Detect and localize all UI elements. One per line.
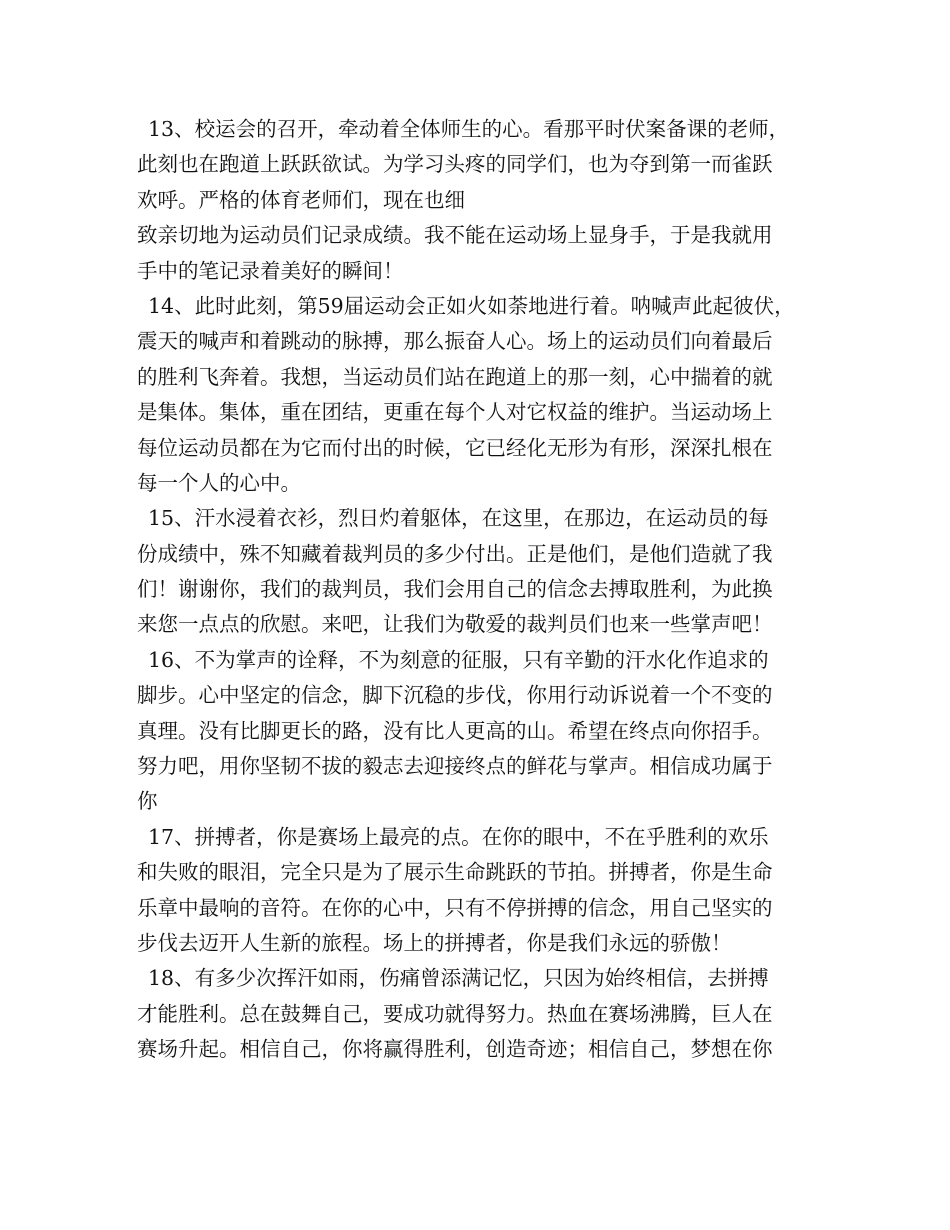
paragraph-13-line-3: 欢呼。严格的体育老师们，现在也细 [137, 187, 465, 212]
paragraph-15-line-4: 来您一点点的欣慰。来吧，让我们为敬爱的裁判员们也来一些掌声吧！ [137, 612, 773, 637]
paragraph-14-line-5: 每位运动员都在为它而付出的时候，它已经化无形为有形，深深扎根在 [137, 435, 773, 460]
document-body [137, 112, 827, 1068]
paragraph-15-line-1: 15、汗水浸着衣衫，烈日灼着躯体，在这里，在那边，在运动员的每 [148, 506, 769, 531]
paragraph-14-line-4: 是集体。集体，重在团结，更重在每个人对它权益的维护。当运动场上 [137, 400, 773, 425]
paragraph-14-line-1: 14、此时此刻，第59届运动会正如火如荼地进行着。呐喊声此起彼伏， [148, 293, 795, 318]
paragraph-16-line-5: 你 [137, 789, 158, 814]
paragraph-16-line-1: 16、不为掌声的诠释，不为刻意的征服，只有辛勤的汗水化作追求的 [148, 647, 769, 672]
paragraph-18-line-1: 18、有多少次挥汗如雨，伤痛曾添满记忆，只因为始终相信，去拼搏 [148, 966, 769, 991]
paragraph-13-line-2: 此刻也在跑道上跃跃欲试。为学习头疼的同学们，也为夺到第一而雀跃 [137, 152, 773, 177]
paragraph-18-line-3: 赛场升起。相信自己，你将赢得胜利，创造奇迹；相信自己，梦想在你 [137, 1037, 773, 1062]
paragraph-14-line-6: 每一个人的心中。 [137, 470, 301, 495]
paragraph-17-line-2: 和失败的眼泪，完全只是为了展示生命跳跃的节拍。拼搏者，你是生命 [137, 860, 773, 885]
paragraph-15-line-3: 们！谢谢你，我们的裁判员，我们会用自己的信念去搏取胜利，为此换 [137, 577, 773, 602]
paragraph-13-line-5: 手中的笔记录着美好的瞬间！ [137, 258, 404, 283]
paragraph-17-line-1: 17、拼搏者，你是赛场上最亮的点。在你的眼中，不在乎胜利的欢乐 [148, 824, 769, 849]
paragraph-14-line-3: 的胜利飞奔着。我想，当运动员们站在跑道上的那一刻，心中揣着的就 [137, 364, 773, 389]
paragraph-16-line-3: 真理。没有比脚更长的路，没有比人更高的山。希望在终点向你招手。 [137, 718, 773, 743]
paragraph-17-line-3: 乐章中最响的音符。在你的心中，只有不停拼搏的信念，用自己坚实的 [137, 895, 773, 920]
paragraph-14-line-2: 震天的喊声和着跳动的脉搏，那么振奋人心。场上的运动员们向着最后 [137, 329, 773, 354]
paragraph-15-line-2: 份成绩中，殊不知藏着裁判员的多少付出。正是他们，是他们造就了我 [137, 541, 773, 566]
paragraph-13-line-4: 致亲切地为运动员们记录成绩。我不能在运动场上显身手，于是我就用 [137, 223, 773, 248]
paragraph-18-line-2: 才能胜利。总在鼓舞自己，要成功就得努力。热血在赛场沸腾，巨人在 [137, 1001, 773, 1026]
paragraph-13-line-1: 13、校运会的召开，牵动着全体师生的心。看那平时伏案备课的老师， [148, 117, 790, 141]
paragraph-16-line-4: 努力吧，用你坚韧不拔的毅志去迎接终点的鲜花与掌声。相信成功属于 [137, 754, 773, 779]
paragraph-16-line-2: 脚步。心中坚定的信念，脚下沉稳的步伐，你用行动诉说着一个不变的 [137, 683, 773, 708]
paragraph-17-line-4: 步伐去迈开人生新的旅程。场上的拼搏者，你是我们永远的骄傲！ [137, 930, 732, 955]
